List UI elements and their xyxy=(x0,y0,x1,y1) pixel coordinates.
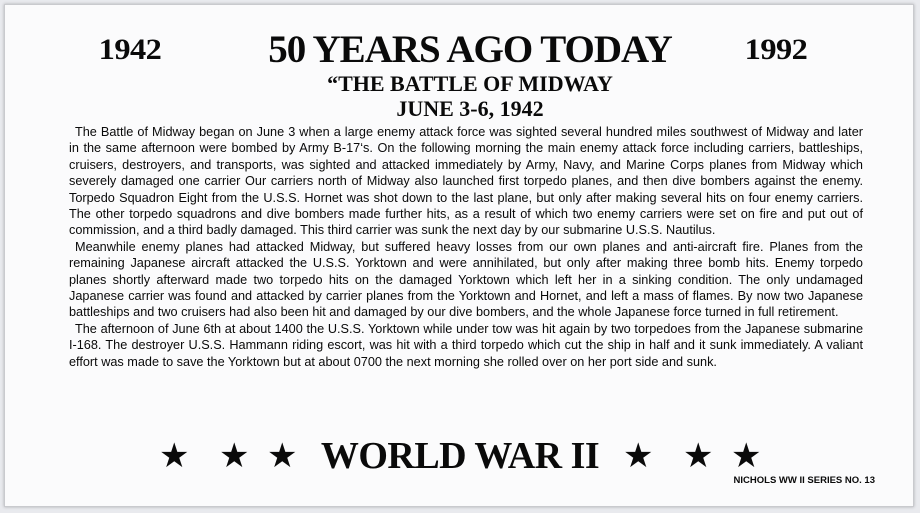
series-label: NICHOLS WW II SERIES NO. 13 xyxy=(733,475,875,486)
subtitle xyxy=(245,71,695,121)
star-icon: ★ xyxy=(623,437,654,475)
subtitle-line-1: “THE BATTLE OF MIDWAY xyxy=(327,71,613,96)
year-right: 1992 xyxy=(744,33,808,66)
footer-banner xyxy=(5,436,915,480)
star-icon: ★ xyxy=(159,437,190,475)
world-war-ii-banner: WORLD WAR II xyxy=(320,435,600,477)
paragraph-2: Meanwhile enemy planes had attacked Midway, but suffered heavy losses from our own planes and anti-aircraft fire. Planes from the remaining Japanese aircraft attacked the U.S.S. Yorktown and were annihilated, but only after making three bomb hits. Enemy torpedo planes shortly afterward made two torpedo hits on the damaged Yorktown which left her in a sinking condition. The only undamaged Japanese carrier was found and attacked by carrier planes from the Yorktown and Hornet, and left a mass of flames. By now two Japanese battleships and two cruisers had also been hit and damaged by our dive bombers, and the whole Japanese force turned in full retirement. xyxy=(69,239,863,320)
paragraph-1: The Battle of Midway began on June 3 when a large enemy attack force was sighted several hundred miles southwest of Midway and later in the same afternoon were bombed by Army B-17‘s. On the following morning the main enemy attack force including carriers, battleships, cruisers, destroyers, and transports, was sighted and attacked immediately by Army, Navy, and Marine Corps planes from Midway which severely damaged one carrier Our carriers north of Midway also launched first torpedo planes, and then dive bombers against the enemy. Torpedo Squadron Eight from the U.S.S. Hornet was shot down to the last plane, but only after making several hits on four enemy carriers. The other torpedo squadrons and dive bombers made further hits, as a result of which two enemy carriers were set on fire and put out of commission, and a third badly damaged. This third carrier was sunk the next day by our submarine U.S.S. Nautilus. xyxy=(69,125,863,238)
star-icon: ★ xyxy=(267,437,298,475)
article-body xyxy=(69,124,863,370)
commemorative-card xyxy=(4,4,914,507)
paragraph-3: The afternoon of June 6th at about 1400 the U.S.S. Yorktown while under tow was hit again by two torpedoes from the Japanese submarine I-168. The destroyer U.S.S. Hammann riding escort, was hit with a third torpedo which cut the ship in half and it sunk immediately. A valiant effort was made to save the Yorktown but at about 0700 the next morning she rolled over on her port side and sunk. xyxy=(69,321,863,369)
headline: 50 YEARS AGO TODAY xyxy=(268,28,672,71)
star-icon: ★ xyxy=(219,437,250,475)
star-icon: ★ xyxy=(683,437,714,475)
year-left: 1942 xyxy=(98,33,162,66)
subtitle-line-2: JUNE 3-6, 1942 xyxy=(396,96,544,121)
star-icon: ★ xyxy=(731,437,762,475)
